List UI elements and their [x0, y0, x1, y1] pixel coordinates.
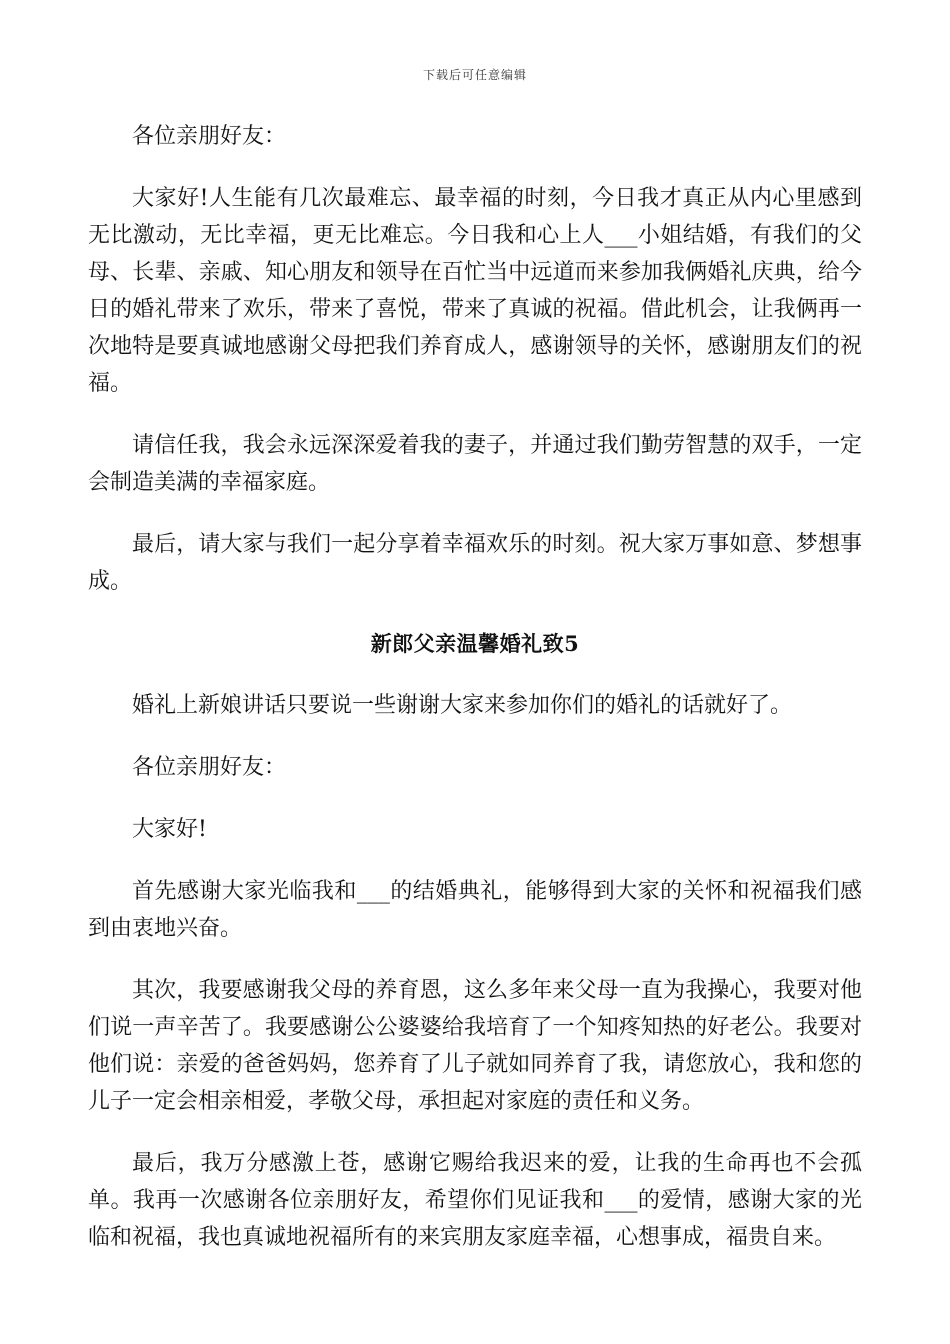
paragraph-thanks-guests: 首先感谢大家光临我和___的结婚典礼，能够得到大家的关怀和祝福我们感到由衷地兴奋。	[88, 879, 862, 941]
header-note: 下载后可任意编辑	[422, 68, 527, 82]
paragraph-hello: 大家好!	[132, 817, 207, 842]
paragraph-thanks-parents: 其次，我要感谢我父母的养育恩，这么多年来父母一直为我操心，我要对他们说一声辛苦了。我要感谢公公婆婆给我培育了一个知疼知热的好老公。我要对他们说：亲爱的爸爸妈妈，您养育了儿子就如同养育了我，请您放心，我和您的儿子一定会相亲相爱，孝敬父母，承担起对家庭的责任和义务。	[88, 978, 862, 1114]
paragraph-speech-main: 大家好!人生能有几次最难忘、最幸福的时刻，今日我才真正从内心里感到无比激动，无比幸福，更无比难忘。今日我和心上人___小姐结婚，有我们的父母、长辈、亲戚、知心朋友和领导在百忙当中远道而来参加我俩婚礼庆典，给今日的婚礼带来了欢乐，带来了喜悦，带来了真诚的祝福。借此机会，让我俩再一次地特是要真诚地感谢父母把我们养育成人，感谢领导的关怀，感谢朋友们的祝福。	[88, 186, 862, 396]
paragraph-bride-note: 婚礼上新娘讲话只要说一些谢谢大家来参加你们的婚礼的话就好了。	[132, 693, 793, 718]
paragraph-greeting: 各位亲朋好友：	[132, 124, 287, 149]
paragraph-greeting-2: 各位亲朋好友：	[132, 755, 287, 780]
paragraph-closing: 最后，请大家与我们一起分享着幸福欢乐的时刻。祝大家万事如意、梦想事成。	[88, 532, 862, 594]
section-title: 新郎父亲温馨婚礼致5	[370, 631, 580, 656]
paragraph-final-thanks: 最后，我万分感激上苍，感谢它赐给我迟来的爱，让我的生命再也不会孤单。我再一次感谢各位亲朋好友，希望你们见证我和___的爱情，感谢大家的光临和祝福，我也真诚地祝福所有的来宾朋友家庭幸福，心想事成，福贵自来。	[88, 1151, 862, 1250]
document-body	[88, 118, 862, 1256]
paragraph-promise: 请信任我，我会永远深深爱着我的妻子，并通过我们勤劳智慧的双手，一定会制造美满的幸福家庭。	[88, 433, 862, 495]
